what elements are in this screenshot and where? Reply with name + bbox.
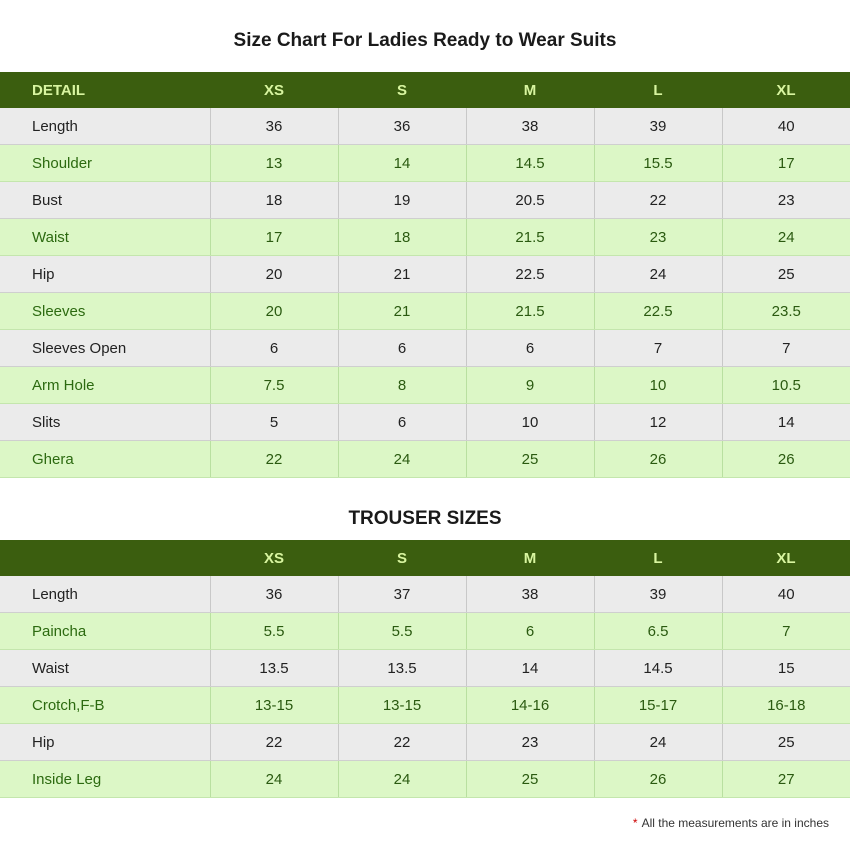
suit-cell: 13 [210, 145, 338, 182]
suit-cell: 21 [338, 256, 466, 293]
trouser-cell: 13-15 [210, 687, 338, 724]
trouser-header-m: M [466, 540, 594, 576]
suit-cell: 21.5 [466, 293, 594, 330]
trouser-row-label: Hip [0, 724, 210, 761]
suit-chart-title: Size Chart For Ladies Ready to Wear Suits [233, 30, 617, 51]
suit-cell: 38 [466, 108, 594, 145]
suit-header-l: L [594, 72, 722, 108]
trouser-header-l: L [594, 540, 722, 576]
trouser-table-row [0, 724, 850, 761]
trouser-row-label: Crotch,F-B [0, 687, 210, 724]
trouser-header-detail [0, 540, 210, 576]
trouser-cell: 14.5 [594, 650, 722, 687]
trouser-cell: 36 [210, 576, 338, 613]
suit-row-label: Length [0, 108, 210, 145]
measurement-footnote [633, 816, 829, 830]
suit-table-row [0, 219, 850, 256]
suit-cell: 26 [722, 441, 850, 478]
trouser-cell: 15-17 [594, 687, 722, 724]
suit-cell: 8 [338, 367, 466, 404]
suit-table-row [0, 108, 850, 145]
suit-table-row [0, 441, 850, 478]
trouser-cell: 16-18 [722, 687, 850, 724]
trouser-cell: 24 [594, 724, 722, 761]
trouser-cell: 6.5 [594, 613, 722, 650]
suit-cell: 12 [594, 404, 722, 441]
suit-cell: 39 [594, 108, 722, 145]
trouser-cell: 13.5 [210, 650, 338, 687]
trouser-cell: 24 [338, 761, 466, 798]
suit-row-label: Hip [0, 256, 210, 293]
suit-size-table [0, 72, 850, 478]
suit-row-label: Waist [0, 219, 210, 256]
suit-row-label: Sleeves Open [0, 330, 210, 367]
suit-cell: 14 [722, 404, 850, 441]
suit-header-detail: DETAIL [0, 72, 210, 108]
suit-cell: 7.5 [210, 367, 338, 404]
trouser-header-xs: XS [210, 540, 338, 576]
trouser-table-row [0, 687, 850, 724]
suit-table-row [0, 367, 850, 404]
suit-table-row [0, 293, 850, 330]
suit-table-row [0, 330, 850, 367]
suit-cell: 18 [210, 182, 338, 219]
footnote-marker: * [632, 816, 638, 830]
trouser-cell: 15 [722, 650, 850, 687]
suit-header-s: S [338, 72, 466, 108]
suit-cell: 10.5 [722, 367, 850, 404]
trouser-cell: 23 [466, 724, 594, 761]
suit-cell: 17 [210, 219, 338, 256]
trouser-table-row [0, 761, 850, 798]
suit-row-label: Slits [0, 404, 210, 441]
suit-cell: 21 [338, 293, 466, 330]
trouser-cell: 5.5 [210, 613, 338, 650]
suit-cell: 22 [594, 182, 722, 219]
suit-cell: 20 [210, 293, 338, 330]
trouser-table-row [0, 613, 850, 650]
suit-cell: 15.5 [594, 145, 722, 182]
trouser-cell: 24 [210, 761, 338, 798]
footnote-text: All the measurements are in inches [641, 816, 829, 830]
trouser-cell: 27 [722, 761, 850, 798]
suit-row-label: Ghera [0, 441, 210, 478]
trouser-header-xl: XL [722, 540, 850, 576]
suit-cell: 6 [210, 330, 338, 367]
trouser-cell: 26 [594, 761, 722, 798]
suit-cell: 26 [594, 441, 722, 478]
trouser-row-label: Waist [0, 650, 210, 687]
suit-cell: 22.5 [466, 256, 594, 293]
suit-table-header-row [0, 72, 850, 108]
trouser-cell: 5.5 [338, 613, 466, 650]
suit-cell: 36 [338, 108, 466, 145]
suit-row-label: Shoulder [0, 145, 210, 182]
trouser-row-label: Paincha [0, 613, 210, 650]
trouser-cell: 13-15 [338, 687, 466, 724]
suit-header-xs: XS [210, 72, 338, 108]
suit-cell: 17 [722, 145, 850, 182]
trouser-cell: 40 [722, 576, 850, 613]
suit-cell: 6 [466, 330, 594, 367]
suit-cell: 6 [338, 330, 466, 367]
suit-cell: 25 [722, 256, 850, 293]
trouser-cell: 38 [466, 576, 594, 613]
suit-cell: 21.5 [466, 219, 594, 256]
trouser-table-row [0, 576, 850, 613]
suit-cell: 22 [210, 441, 338, 478]
suit-cell: 40 [722, 108, 850, 145]
suit-cell: 7 [594, 330, 722, 367]
suit-cell: 23 [594, 219, 722, 256]
suit-cell: 23 [722, 182, 850, 219]
suit-cell: 6 [338, 404, 466, 441]
suit-cell: 14 [338, 145, 466, 182]
suit-header-m: M [466, 72, 594, 108]
suit-cell: 5 [210, 404, 338, 441]
trouser-cell: 25 [722, 724, 850, 761]
suit-cell: 10 [594, 367, 722, 404]
suit-row-label: Bust [0, 182, 210, 219]
suit-cell: 24 [722, 219, 850, 256]
suit-cell: 24 [338, 441, 466, 478]
suit-cell: 25 [466, 441, 594, 478]
suit-cell: 36 [210, 108, 338, 145]
suit-cell: 19 [338, 182, 466, 219]
trouser-cell: 7 [722, 613, 850, 650]
suit-row-label: Sleeves [0, 293, 210, 330]
suit-table-row [0, 145, 850, 182]
suit-table-row [0, 256, 850, 293]
suit-cell: 20 [210, 256, 338, 293]
suit-header-xl: XL [722, 72, 850, 108]
trouser-header-s: S [338, 540, 466, 576]
trouser-row-label: Inside Leg [0, 761, 210, 798]
trouser-chart-title: TROUSER SIZES [348, 508, 502, 529]
suit-cell: 10 [466, 404, 594, 441]
suit-cell: 18 [338, 219, 466, 256]
trouser-table-row [0, 650, 850, 687]
suit-cell: 22.5 [594, 293, 722, 330]
trouser-cell: 14 [466, 650, 594, 687]
suit-table-row [0, 404, 850, 441]
suit-table-row [0, 182, 850, 219]
suit-row-label: Arm Hole [0, 367, 210, 404]
trouser-cell: 13.5 [338, 650, 466, 687]
trouser-row-label: Length [0, 576, 210, 613]
suit-cell: 24 [594, 256, 722, 293]
trouser-table-header-row [0, 540, 850, 576]
trouser-cell: 37 [338, 576, 466, 613]
suit-cell: 7 [722, 330, 850, 367]
suit-cell: 9 [466, 367, 594, 404]
trouser-cell: 39 [594, 576, 722, 613]
suit-cell: 14.5 [466, 145, 594, 182]
trouser-cell: 22 [210, 724, 338, 761]
trouser-cell: 14-16 [466, 687, 594, 724]
suit-cell: 20.5 [466, 182, 594, 219]
trouser-cell: 6 [466, 613, 594, 650]
trouser-cell: 25 [466, 761, 594, 798]
trouser-cell: 22 [338, 724, 466, 761]
suit-cell: 23.5 [722, 293, 850, 330]
trouser-size-table [0, 540, 850, 798]
